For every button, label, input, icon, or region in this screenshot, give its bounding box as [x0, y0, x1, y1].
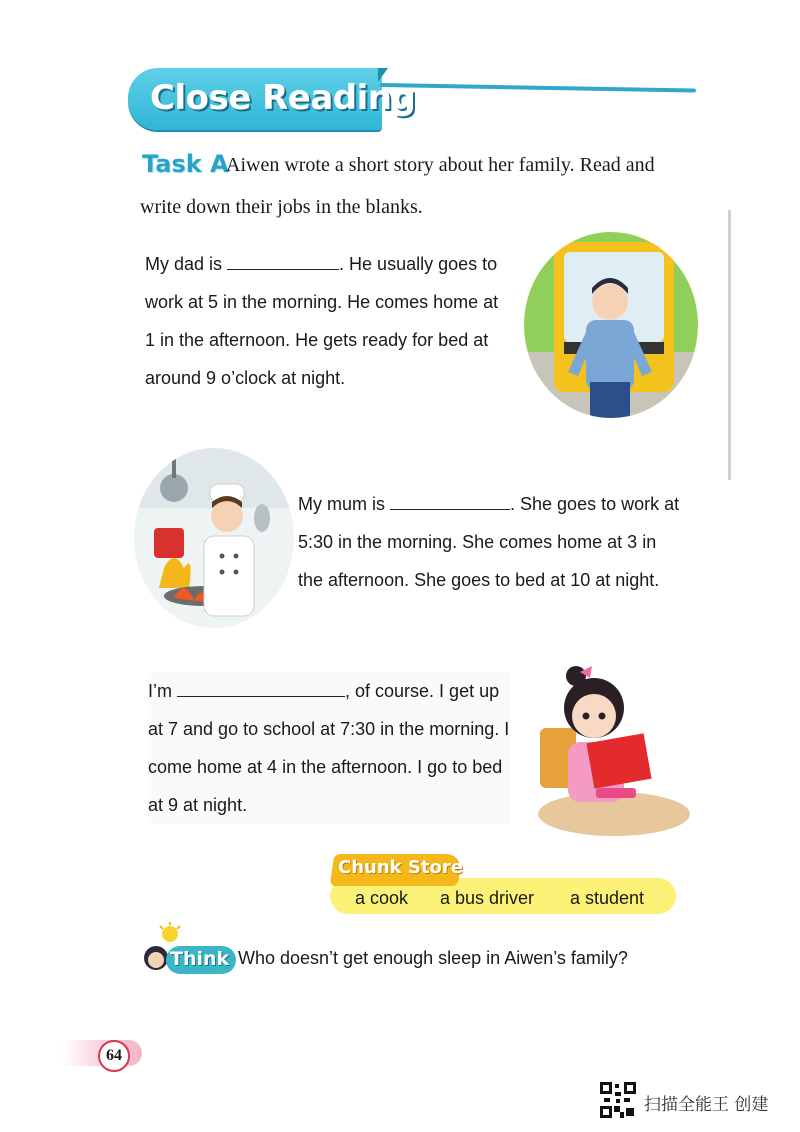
mum-text: the afternoon. She goes to bed at 10 at night.	[298, 570, 660, 590]
page-edge-shadow	[728, 210, 731, 480]
bus-driver-illustration	[524, 232, 698, 418]
page-title: Close Reading	[150, 78, 416, 118]
student-illustration	[532, 664, 690, 836]
dad-job-blank[interactable]	[227, 251, 339, 270]
qr-code-icon	[600, 1082, 636, 1118]
mum-text: . She goes to work at	[510, 494, 680, 514]
banner-underline	[380, 83, 696, 93]
dad-text: work at 5 in the morning. He comes home at	[145, 292, 499, 312]
task-instruction-line1: Aiwen wrote a short story about her family. Read and	[226, 154, 655, 176]
task-label: Task A	[142, 150, 229, 178]
mum-text: 5:30 in the morning. She comes home at 3 in	[298, 532, 657, 552]
think-label: Think	[170, 948, 230, 970]
mum-paragraph	[298, 485, 679, 599]
chunk-store-title: Chunk Store	[338, 857, 463, 878]
page-number: 64	[98, 1040, 130, 1072]
dad-text: My dad is	[145, 254, 223, 274]
me-text: I’m	[148, 681, 172, 701]
mum-text: My mum is	[298, 494, 385, 514]
me-text: at 9 at night.	[148, 795, 248, 815]
dad-paragraph	[145, 245, 498, 397]
me-paragraph	[148, 672, 509, 824]
think-badge	[140, 922, 236, 978]
me-text: come home at 4 in the afternoon. I go to bed	[148, 757, 503, 777]
me-text: , of course. I get up	[345, 681, 500, 701]
think-question: Who doesn’t get enough sleep in Aiwen’s family?	[238, 948, 628, 968]
cook-illustration	[134, 448, 294, 628]
watermark-text: 扫描全能王 创建	[644, 1095, 769, 1115]
chunk-item-cook: a cook	[355, 888, 409, 908]
me-text: at 7 and go to school at 7:30 in the morning. I	[148, 719, 510, 739]
dad-text: around 9 o’clock at night.	[145, 368, 346, 388]
dad-text: 1 in the afternoon. He gets ready for bed at	[145, 330, 489, 350]
chunk-item-bus-driver: a bus driver	[440, 888, 535, 908]
task-instruction-line2: write down their jobs in the blanks.	[140, 196, 423, 218]
chunk-item-student: a student	[570, 888, 645, 908]
me-job-blank[interactable]	[177, 678, 345, 697]
dad-text: . He usually goes to	[339, 254, 498, 274]
mum-job-blank[interactable]	[390, 491, 510, 510]
